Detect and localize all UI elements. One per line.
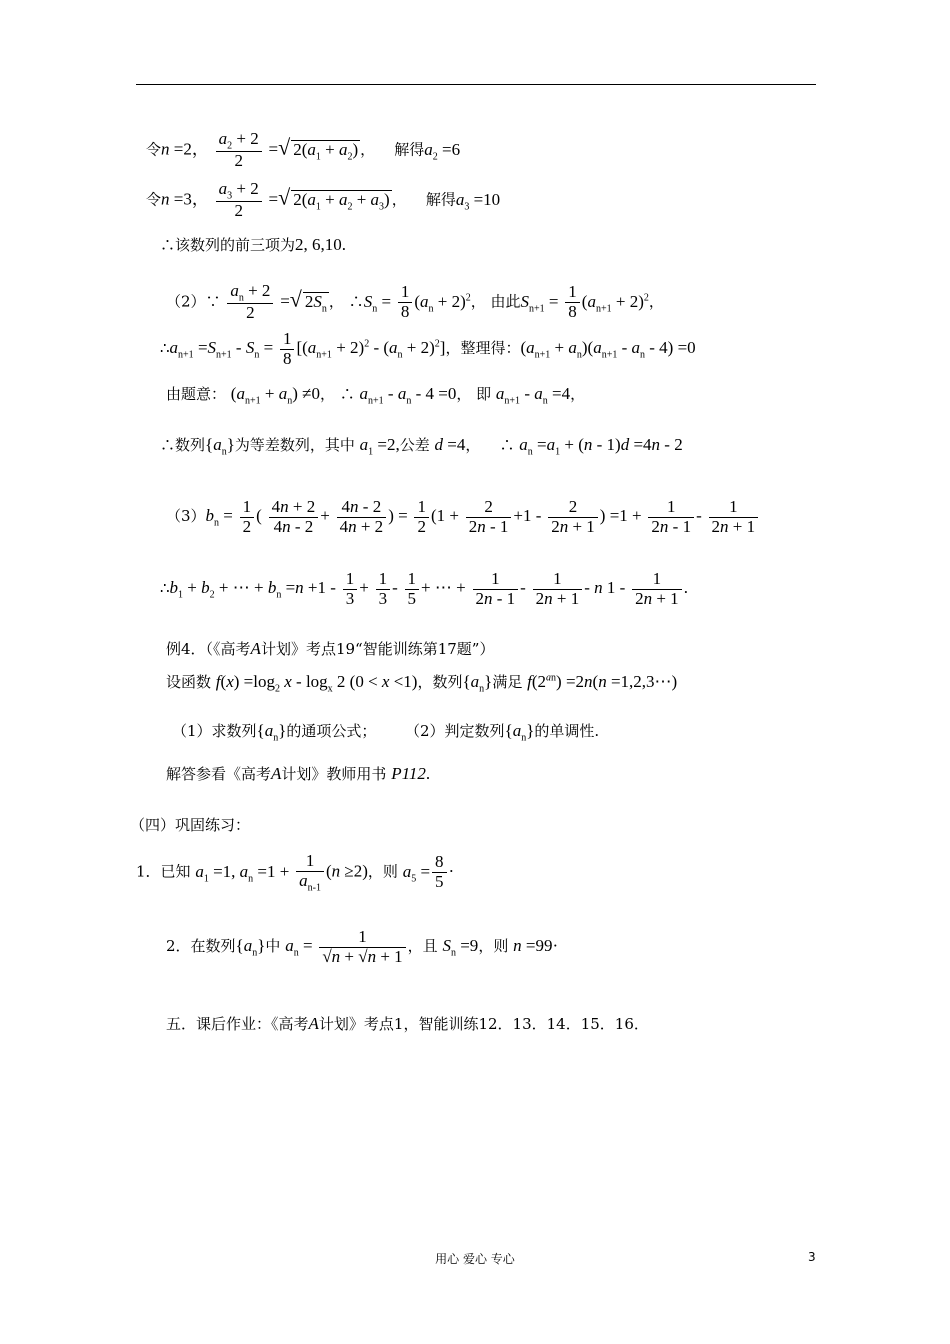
part3-line1: $(3)b_n$ = $\frac{1}{2}$ ( $\frac{4n + 2}{4n - 2}$ + $\frac{4n - 2}{4n + 2}$ ) = $\frac{1}{2}$ (1 + $\frac{2}{2n - 1}$ +1 - $\frac{2}{2n + 1}$ ) =1 + $\frac{1}{2n - 1}$ - $\frac{1}{2n + 1}$ xyxy=(166,498,760,536)
exercise-2: 2．在数列$\{a_n\}$中 $a_n$ = $\frac{1}{√n + √n + 1}$ ，且 $S_n =9$，则 n =99· xyxy=(166,927,559,966)
part2-line2: $\therefore a_{n+1} =S_{n+1} - S_n$ = $\frac{1}{8}$ $[(a_{n+1} + 2)^2 - (a_n + 2)^2]$，整理得：$(a_{n+1} + a_n)(a_{n+1} - a_n - 4) =0$ xyxy=(160,329,696,368)
example4-def: 设函数 $f(x) =\log_2$ x - $\log_x 2$ (0 < x <1)，数列$\{a_n\}$满足 $f(2^{an}) =2n(n$ =1,2,3⋯) xyxy=(166,672,678,695)
part3-line2: $\therefore b_1 + b_2$ + ⋯ + $b_n =n +1$ - $\frac{1}{3}$ + $\frac{1}{3}$ - $\frac{1}{5}$ + ⋯ + $\frac{1}{2n - 1}$ - $\frac{1}{2n + 1}$ - n 1 - $\frac{1}{2n + 1}$ . xyxy=(160,569,688,608)
math-line-n2: 令n =2， $\frac{a_2 + 2}{2}$ =√ $2(a_1 + a_2)$ ， 解得$a_2 =6$ xyxy=(146,129,461,171)
first-three-terms: ∴该数列的前三项为2, 6,10. xyxy=(160,235,347,254)
footer-text: 用心 爱心 专心 xyxy=(435,1252,515,1266)
section-4-heading: （四）巩固练习： xyxy=(130,816,251,834)
header-rule xyxy=(136,84,816,85)
exercise-1: 1．已知 $a_1 =1$, $a_n =1$ + $\frac{1}{a_{n-1}}$ (n ≥2)，则 $a_5$ = $\frac{8}{5}$ · xyxy=(136,851,455,894)
example4-questions: （1）求数列$\{a_n\}$的通项公式； （2）判定数列$\{a_n\}$的单调性. xyxy=(172,721,600,744)
page-number: 3 xyxy=(808,1250,816,1264)
part2-line1: （2）∵ $\frac{a_n + 2}{2}$ =√ $2S_n$ ， $\therefore S_n$ = $\frac{1}{8}$ $(a_n + 2)^2$， 由此$S_{n+1}$ = $\frac{1}{8}$ $(a_{n+1} + 2)^2$， xyxy=(166,281,664,323)
part2-line4: ∴数列$\{a_n\}$为等差数列，其中 $a_1 =2$,公差 d =4， ∴ $a_n =a_1 + (n - 1)d =4n - 2$ xyxy=(160,435,683,458)
math-line-n3: 令n =3， $\frac{a_3 + 2}{2}$ =√ $2(a_1 + a_2 + a_3)$ ， 解得$a_3 =10$ xyxy=(146,179,501,221)
example4-title: 例4．（《高考A计划》考点19“智能训练第17题”） xyxy=(166,639,495,658)
part2-line3: 由题意： $(a_{n+1} + a_n) \ne 0$， ∴ $a_{n+1} - a_n - 4 =0$， 即 $a_{n+1} - a_n =4$， xyxy=(166,384,586,407)
homework: 五．课后作业：《高考A计划》考点1，智能训练12．13．14．15．16． xyxy=(166,1014,649,1033)
example4-answer-ref: 解答参看《高考A计划》教师用书 P112. xyxy=(166,764,431,783)
